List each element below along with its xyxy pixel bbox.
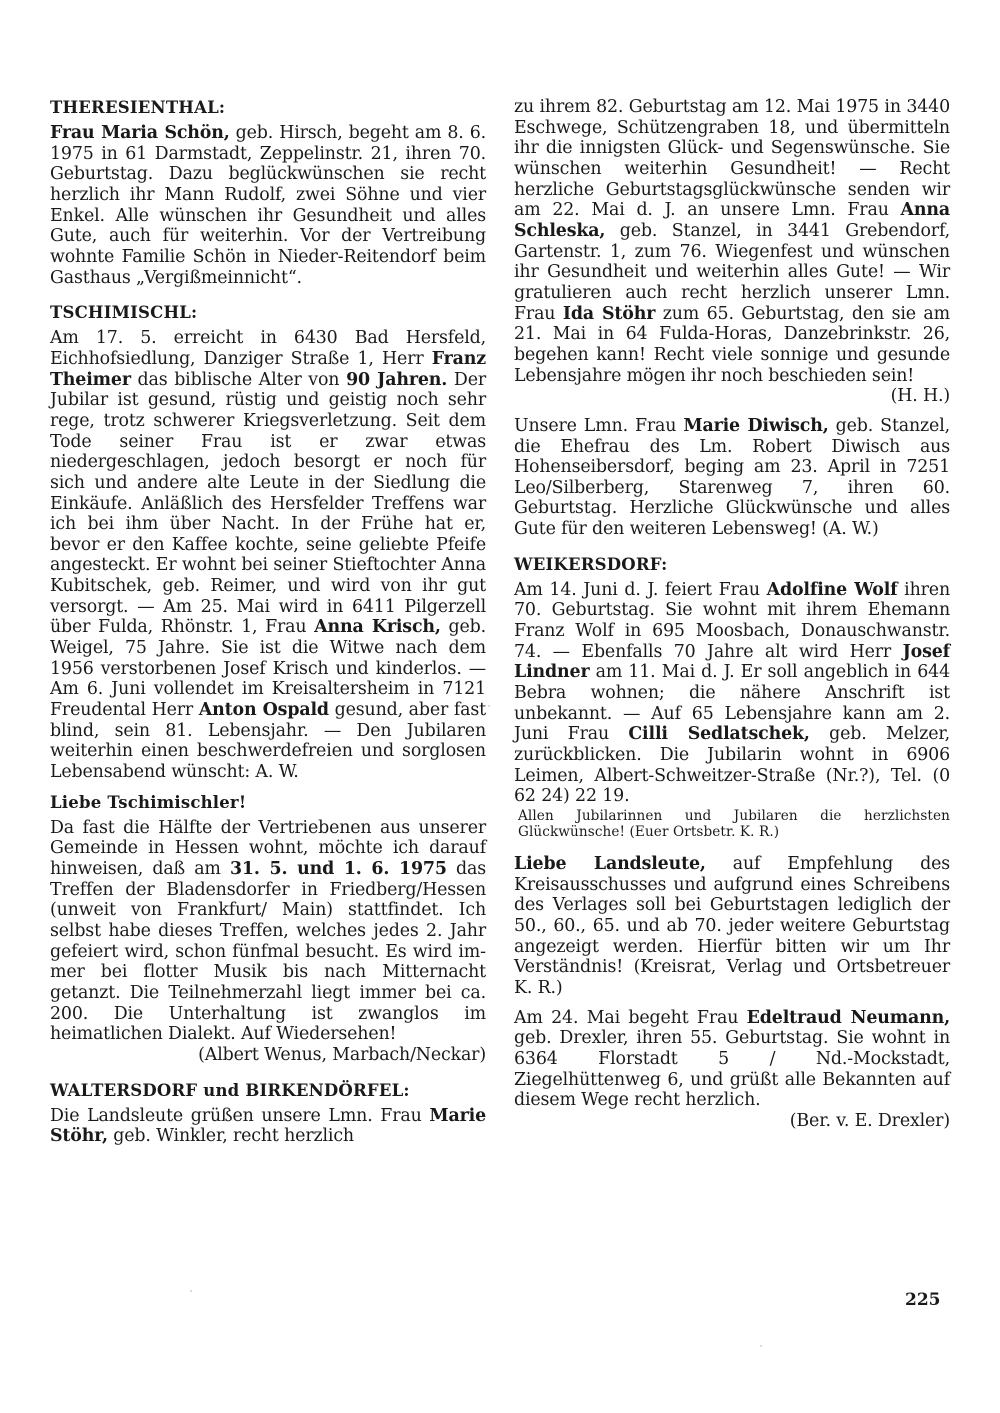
age-highlight: 90 Jahren. — [346, 369, 448, 390]
signature: (Albert Wenus, Marbach/Neckar) — [198, 1044, 486, 1065]
section-waltersdorf-continued — [514, 97, 950, 407]
paragraph — [514, 97, 950, 386]
paragraph — [514, 1008, 950, 1111]
scan-speck — [190, 1290, 192, 1292]
signature: (Ber. v. E. Drexler) — [789, 1110, 950, 1131]
section-heading: THERESIENTHAL: — [50, 98, 226, 117]
section-liebe-landsleute — [514, 854, 950, 999]
paragraph-text: geb. Stanzel, die Ehefrau des Lm. Robert Diwisch aus Hohenseibersdorf, beging am 23. April in 7251 Leo/Silberberg, Starenweg 7, ihren 60. Geburtstag. Herzliche Glückwünsche und alles Gute für den weiteren Lebensweg! (A. W.) — [514, 415, 950, 540]
person-name: Marie Diwisch, — [683, 415, 829, 436]
person-name: Ida Stöhr — [562, 303, 656, 324]
section-weikersdorf — [514, 554, 950, 840]
date-highlight: 31. 5. und 1. 6. 1975 — [229, 859, 447, 879]
person-name: Franz Theimer — [50, 348, 486, 390]
signature: (H. H.) — [890, 386, 950, 407]
person-name: Anna Krisch, — [314, 617, 441, 638]
paragraph-text: Am 14. Juni d. J. feiert Frau — [514, 579, 767, 600]
right-column — [514, 97, 950, 1132]
section-tschimischl — [50, 302, 486, 782]
scan-speck — [488, 705, 490, 707]
paragraph-text: Am 24. Mai begeht Frau — [514, 1007, 747, 1028]
paragraph — [514, 854, 950, 999]
section-theresienthal — [50, 97, 486, 288]
paragraph-text: Unsere Lmn. Frau — [514, 415, 684, 436]
paragraph-text: das biblische Alter von — [130, 369, 347, 390]
paragraph — [50, 328, 486, 782]
person-name: Anna Schleska, — [514, 200, 950, 241]
section-heading: WALTERSDORF und BIRKENDÖRFEL: — [50, 1080, 410, 1100]
person-name: Cilli Sedlatschek, — [628, 724, 810, 745]
paragraph-text: geb. Drexler, ihren 55. Geburtstag. Sie wohnt in 6364 Florstadt 5 / Nd.-Mockstadt, Ziegelhüttenweg 6, und grüßt alle Bekannten auf diesem Wege recht herzlich. — [514, 1028, 950, 1111]
left-column — [50, 97, 486, 1147]
person-name: Anton Ospald — [198, 700, 329, 721]
paragraph-text: auf Empfehlung des Kreisausschusses und aufgrund eines Schreibens des Verlages soll bei Geburtstagen lediglich der 50., 60., 65. und ab 70. jeder weitere Geburtstag angezeigt werden. Hierfür bitten wir um Ihr Verständnis! (Kreisrat, Verlag und Ortsbetreuer K. R.) — [514, 854, 950, 998]
person-name: Frau Maria Schön, — [50, 123, 230, 143]
paragraph-text: geb. Stanzel, in 3441 Grebendorf, Gartenstr. 1, zum 76. Wiegenfest und wünschen ihr Gesundheit und weiterhin alles Gute! — Wir gratulieren auch recht herzlich unserer Lmn. Frau — [514, 220, 950, 324]
paragraph-text: am 11. Mai d. J. Er soll angeblich in 644 Bebra wohnen; die nähere Anschrift ist unbekannt. — Auf 65 Lebensjahre kann am 2. Juni Frau — [514, 662, 950, 745]
paragraph-text: geb. Weigel, 75 Jahre. Sie ist die Witwe nach dem 1956 verstorbenen Josef Krisch und kinderlos. — Am 6. Juni vollendet im Kreisaltersheim in 7121 Freudental Herr — [50, 617, 487, 721]
section-neumann — [514, 1008, 950, 1132]
paragraph-text: ihren 70. Geburtstag. Sie wohnt mit ihrem Ehemann Franz Wolf in 695 Moosbach, Donauschwanstr. 74. — Ebenfalls 70 Jahre alt wird Herr — [514, 579, 951, 662]
paragraph-text: zum 65. Geburtstag, den sie am 21. Mai in 64 Fulda-Horas, Danzebrinkstr. 26, begehen kann! Recht viele sonnige und gesunde Lebensjahre mögen ihr noch beschieden sein! — [514, 303, 950, 386]
section-liebe-tschimischler — [50, 792, 486, 1066]
section-heading: TSCHIMISCHL: — [50, 303, 198, 323]
paragraph-text: gesund, aber fast blind, sein 81. Lebensjahr. — Den Jubilaren weiterhin einen beschwerdefreien und sorglosen Lebensabend wünscht: A. W. — [50, 700, 486, 783]
person-name: Marie Stöhr, — [50, 1105, 486, 1147]
small-note: Allen Jubilarinnen und Jubilaren die herzlichsten Glückwünsche! (Euer Ortsbetr. K. R.) — [518, 808, 950, 840]
paragraph-text: Am 17. 5. erreicht in 6430 Bad Hersfeld, Eichhofsiedlung, Danziger Straße 1, Herr — [50, 328, 486, 369]
paragraph-text: das Treffen der Bladensdorfer in Friedberg/Hessen (unweit von Frankfurt/ Main) stattfindet. Ich selbst habe dieses Treffen, welches jedes 2. Jahr gefeiert wird, schon fünfmal besucht. Es wird immer bei flotter Musik bis nach Mitternacht getanzt. Die Teilnehmerzahl liegt immer bei ca. 200. Die Unterhaltung ist zwanglos im heimatlichen Dialekt. Auf Wiedersehen! — [50, 859, 486, 1045]
paragraph-text: zu ihrem 82. Geburtstag am 12. Mai 1975 in 3440 Eschwege, Schützengraben 18, und übermitteln ihr die innigsten Glück- und Segenswünsche. Sie wünschen weiterhin Gesundheit! — Recht herzliche Geburtstagsglückwünsche senden wir am 22. Mai d. J. an unsere Lmn. Frau — [514, 97, 950, 221]
paragraph-text: Die Landsleute grüßen unsere Lmn. Frau — [50, 1105, 430, 1126]
paragraph-text: Der Jubilar ist gesund, rüstig und geistig noch sehr rege, trotz schwerer Kriegsverletzung. Seit dem Tode seiner Frau ist er zwar etwas niedergeschlagen, jedoch besorgt er noch für sich und andere alte Leute in der Siedlung die Einkäufe. Anläßlich des Hersfelder Treffens war ich bei ihm über Nacht. In der Frühe hat er, bevor er den Kaffee kochte, seine geliebte Pfeife angesteckt. Er wohnt bei seiner Stieftochter Anna Kubitschek, geb. Reimer, und wird von ihr gut versorgt. — Am 25. Mai wird in 6411 Pilgerzell über Fulda, Rhönstr. 1, Frau — [50, 369, 486, 638]
person-name: Adolfine Wolf — [766, 579, 898, 600]
person-name: Edeltraud Neumann, — [746, 1007, 951, 1028]
paragraph — [514, 416, 950, 540]
paragraph — [50, 818, 486, 1045]
section-heading: WEIKERSDORF: — [514, 554, 668, 574]
section-waltersdorf — [50, 1080, 486, 1147]
page-number: 225 — [905, 1290, 941, 1310]
scan-speck — [760, 1345, 762, 1347]
section-heading: Liebe Tschimischler! — [50, 792, 247, 812]
paragraph — [514, 580, 950, 807]
paragraph-text: geb. Melzer, zurückblicken. Die Jubilarin wohnt in 6906 Leimen, Albert-Schweitzer-Straße (Nr.?), Tel. (0 62 24) 22 19. — [514, 724, 950, 807]
paragraph — [50, 1106, 486, 1147]
paragraph-text: Da fast die Hälfte der Vertriebenen aus unserer Gemeinde in Hessen wohnt, möchte ich darauf hinweisen, daß am — [50, 817, 486, 879]
person-name: Josef Lindner — [514, 641, 950, 683]
paragraph-text: geb. Hirsch, begeht am 8. 6. 1975 in 61 Darmstadt, Zeppelinstr. 21, ihren 70. Geburtstag. Dazu beglückwünschen sie recht herzlich ihr Mann Rudolf, zwei Söhne und vier Enkel. Alle wünschen ihr Gesundheit und alles Gute, auch für weiterhin. Vor der Vertreibung wohnte Familie Schön in Nieder-Reitendorf beim Gasthaus „Vergißmeinnicht“. — [50, 123, 486, 288]
salutation: Liebe Landsleute, — [514, 854, 706, 874]
section-diwisch — [514, 416, 950, 540]
paragraph-text: geb. Winkler, recht herzlich — [107, 1126, 354, 1147]
paragraph — [50, 123, 486, 288]
